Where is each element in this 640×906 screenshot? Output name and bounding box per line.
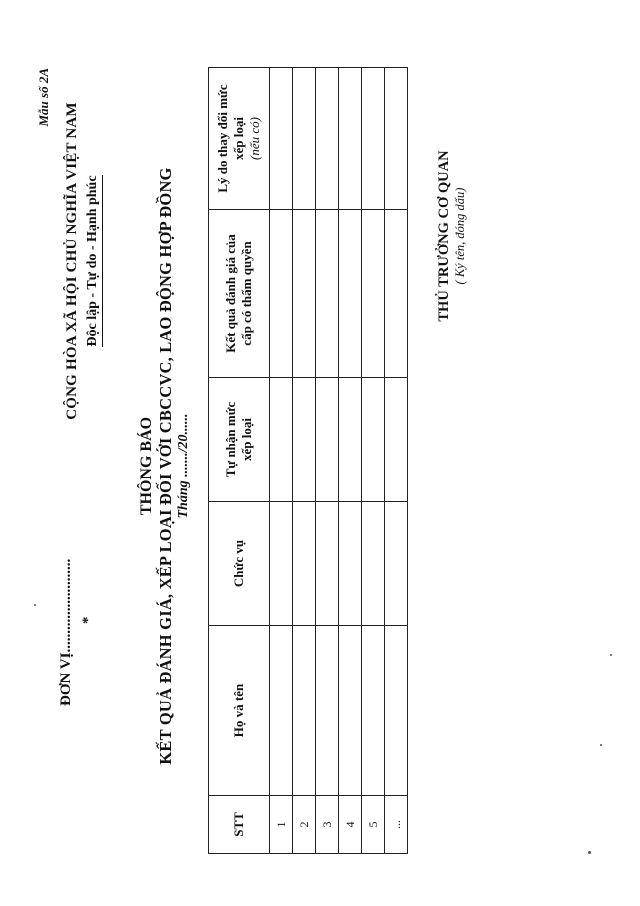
cell-change-reason [385,68,408,210]
cell-position [385,502,408,626]
document-period: Tháng ......./20...... [176,413,191,519]
motto: Độc lập - Tự do - Hạnh phúc [85,175,103,346]
cell-full-name [339,626,362,796]
national-header [64,46,103,476]
cell-self-rating [270,378,293,502]
unit-star: * [80,616,96,624]
cell-official-result [316,210,339,378]
scan-speck [610,654,612,656]
scan-speck [600,744,602,746]
table-header-row [209,68,270,854]
cell-self-rating [316,378,339,502]
nation-title: CỘNG HÒA XÃ HỘI CHỦ NGHĨA VIỆT NAM [64,102,80,420]
cell-change-reason [316,68,339,210]
scan-speck [34,604,36,606]
table-row [339,68,362,854]
cell-change-reason [339,68,362,210]
cell-self-rating [339,378,362,502]
column-header-self-rating [209,378,270,502]
cell-position [293,502,316,626]
cell-position [270,502,293,626]
cell-official-result [270,210,293,378]
row-number: 1 [270,796,293,854]
column-header-full-name: Họ và tên [209,626,270,796]
signature-block [436,126,468,346]
unit-label: ĐƠN VỊ......................... [58,558,74,706]
cell-position [316,502,339,626]
row-number: 4 [339,796,362,854]
table-row [362,68,385,854]
self-rating-label: Tự nhận mức xếp loại [222,401,254,478]
cell-official-result [385,210,408,378]
document-title-block [138,86,192,846]
signature-title: THỦ TRƯỞNG CƠ QUAN [436,150,452,322]
cell-position [339,502,362,626]
change-reason-hint: (nếu có) [247,117,263,160]
cell-full-name [385,626,408,796]
table-row [316,68,339,854]
column-header-stt: STT [209,796,270,854]
cell-change-reason [293,68,316,210]
cell-official-result [339,210,362,378]
document-type: THÔNG BÁO [138,416,155,516]
cell-full-name [362,626,385,796]
column-header-official-result [209,210,270,378]
table-row [293,68,316,854]
row-number: 2 [293,796,316,854]
cell-self-rating [293,378,316,502]
cell-full-name [316,626,339,796]
cell-self-rating [385,378,408,502]
cell-change-reason [270,68,293,210]
signature-note: ( Ký tên, đóng dấu) [453,187,467,285]
row-number: ... [385,796,408,854]
document-title: KẾT QUẢ ĐÁNH GIÁ, XẾP LOẠI ĐỐI VỚI CBCCVC, LAO ĐỘNG HỢP ĐỒNG [156,167,175,765]
form-code: Mẫu số 2A [36,68,51,127]
cell-self-rating [362,378,385,502]
cell-full-name [270,626,293,796]
evaluation-table [208,67,408,854]
cell-full-name [293,626,316,796]
cell-official-result [293,210,316,378]
row-number: 5 [362,796,385,854]
cell-position [362,502,385,626]
column-header-position: Chức vụ [209,502,270,626]
table-row [270,68,293,854]
column-header-change-reason [209,68,270,210]
cell-official-result [362,210,385,378]
scan-speck [588,851,591,854]
change-reason-label: Lý do thay đổi mức xếp loại [214,84,246,193]
cell-change-reason [362,68,385,210]
official-result-label: Kết quả đánh giá của cấp có thẩm quyền [222,234,254,353]
table-row [385,68,408,854]
row-number: 3 [316,796,339,854]
